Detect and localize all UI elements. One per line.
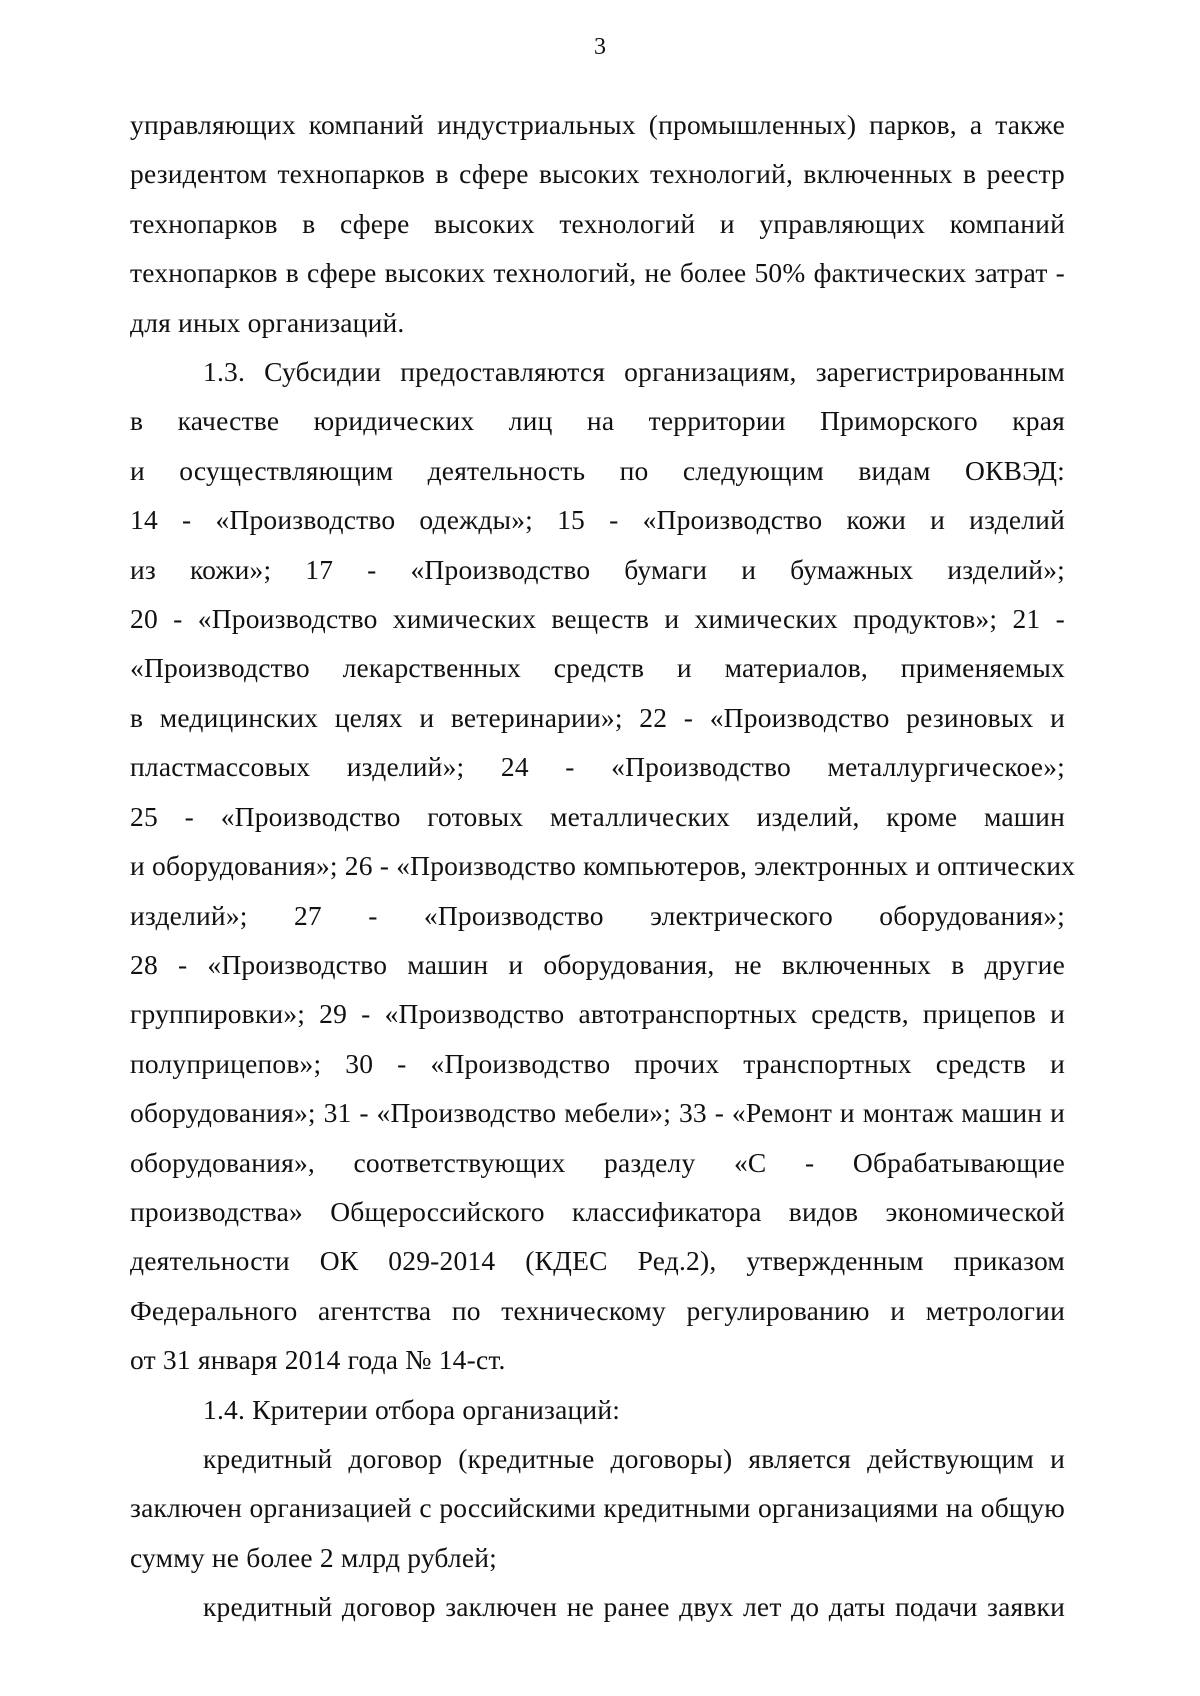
- text-line: кредитный договор заключен не ранее двух лет до даты подачи заявки: [203, 1591, 1065, 1623]
- text-line: пластмассовых изделий»; 24 - «Производство металлургическое»;: [130, 751, 1065, 783]
- text-line: и осуществляющим деятельность по следующим видам ОКВЭД:: [130, 454, 1065, 486]
- text-line: от 31 января 2014 года № 14-ст.: [130, 1344, 506, 1376]
- text-line: технопарков в сфере высоких технологий, не более 50% фактических затрат -: [130, 257, 1065, 289]
- text-line: технопарков в сфере высоких технологий и управляющих компаний: [130, 207, 1065, 239]
- text-line: оборудования», соответствующих разделу «С - Обрабатывающие: [130, 1146, 1065, 1178]
- text-line: оборудования»; 31 - «Производство мебели»; 33 - «Ремонт и монтаж машин и: [130, 1097, 1065, 1129]
- text-line: группировки»; 29 - «Производство автотранспортных средств, прицепов и: [130, 998, 1065, 1030]
- text-line: «Производство лекарственных средств и материалов, применяемых: [130, 652, 1065, 684]
- text-line: сумму не более 2 млрд рублей;: [130, 1541, 498, 1573]
- text-line: 1.3. Субсидии предоставляются организациям, зарегистрированным: [203, 356, 1065, 388]
- text-line: из кожи»; 17 - «Производство бумаги и бумажных изделий»;: [130, 553, 1065, 585]
- text-line: в качестве юридических лиц на территории Приморского края: [130, 405, 1065, 437]
- text-line: 25 - «Производство готовых металлических изделий, кроме машин: [130, 800, 1065, 832]
- text-line: 14 - «Производство одежды»; 15 - «Производство кожи и изделий: [130, 504, 1065, 536]
- text-line: кредитный договор (кредитные договоры) является действующим и: [203, 1442, 1065, 1474]
- text-line: 28 - «Производство машин и оборудования, не включенных в другие: [130, 948, 1065, 980]
- text-line: Федерального агентства по техническому регулированию и метрологии: [130, 1294, 1065, 1326]
- text-line: для иных организаций.: [130, 306, 405, 338]
- text-line: деятельности ОК 029-2014 (КДЕС Ред.2), утвержденным приказом: [130, 1245, 1065, 1277]
- text-line: 1.4. Критерии отбора организаций:: [203, 1393, 621, 1425]
- text-line: производства» Общероссийского классификатора видов экономической: [130, 1195, 1065, 1227]
- document-body: [130, 100, 1076, 1632]
- text-line: и оборудования»; 26 - «Производство компьютеров, электронных и оптических: [130, 850, 1076, 882]
- page-number: 3: [594, 34, 606, 60]
- text-line: изделий»; 27 - «Производство электрического оборудования»;: [130, 899, 1065, 931]
- text-line: резидентом технопарков в сфере высоких технологий, включенных в реестр: [130, 158, 1065, 190]
- text-line: управляющих компаний индустриальных (промышленных) парков, а также: [130, 109, 1065, 140]
- text-line: в медицинских целях и ветеринарии»; 22 - «Производство резиновых и: [130, 701, 1065, 733]
- text-line: заключен организацией с российскими кредитными организациями на общую: [130, 1492, 1065, 1524]
- text-line: полуприцепов»; 30 - «Производство прочих транспортных средств и: [130, 1047, 1065, 1079]
- text-line: 20 - «Производство химических веществ и химических продуктов»; 21 -: [130, 603, 1065, 635]
